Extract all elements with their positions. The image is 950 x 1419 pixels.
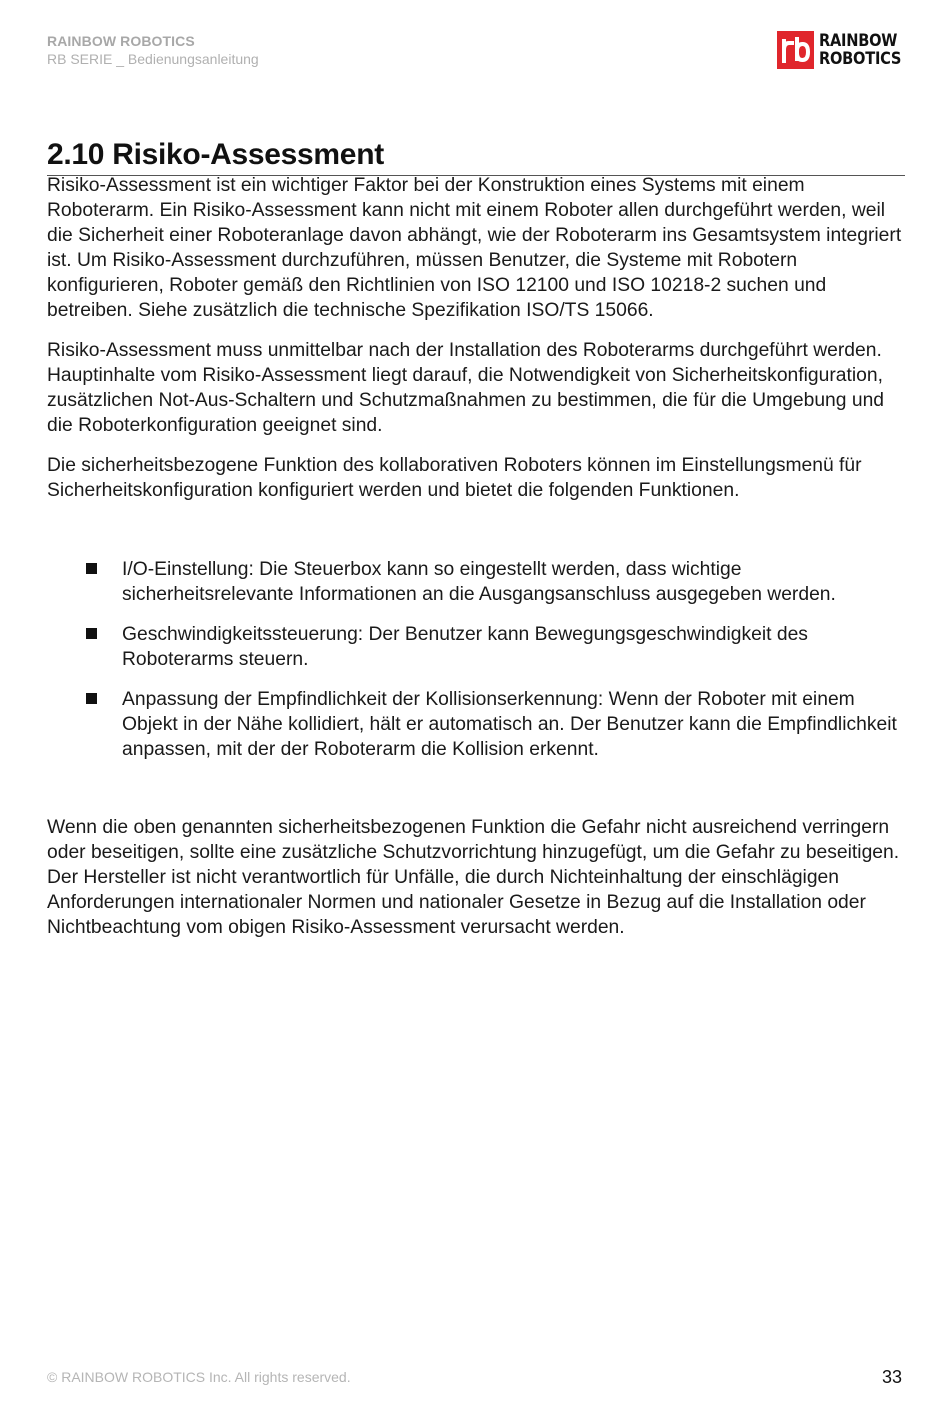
list-item	[84, 622, 914, 672]
square-bullet-icon	[86, 628, 97, 639]
document-header	[47, 33, 259, 68]
list-item-text: Anpassung der Empfindlichkeit der Kollisionserkennung: Wenn der Roboter mit einem Objekt in der Nähe kollidiert, hält er automatisch an. Der Benutzer kann die Empfindlichkeit anpassen, mit der der Roboterarm die Kollision erkennt.	[122, 689, 897, 760]
closing-paragraph-block	[47, 815, 909, 955]
logo-wordmark	[819, 32, 901, 68]
list-item-text: Geschwindigkeitssteuerung: Der Benutzer kann Bewegungsgeschwindigkeit des Roboterarms steuern.	[122, 624, 808, 670]
paragraph: Risiko-Assessment muss unmittelbar nach der Installation des Roboterarms durchgeführt werden. Hauptinhalte vom Risiko-Assessment liegt darauf, die Notwendigkeit von Sicherheitskonfiguration, zusätzlichen Not-Aus-Schaltern und Schutzmaßnahmen zu bestimmen, die für die Umgebung und die Roboterkonfiguration geeignet sind.	[47, 340, 885, 436]
logo-line-2: ROBOTICS	[819, 49, 902, 69]
section-title: 2.10 Risiko-Assessment	[47, 137, 905, 176]
square-bullet-icon	[86, 693, 97, 704]
list-item-text: I/O-Einstellung: Die Steuerbox kann so eingestellt werden, dass wichtige sicherheitsrelevante Informationen an die Ausgangsanschluss ausgegeben werden.	[122, 559, 836, 605]
intro-paragraphs	[47, 173, 909, 518]
page-number: 33	[881, 1367, 902, 1387]
header-manual-title: RB SERIE _ Bedienungsanleitung	[47, 51, 259, 67]
footer-copyright: © RAINBOW ROBOTICS Inc. All rights reserved.	[47, 1369, 351, 1385]
header-company-name: RAINBOW ROBOTICS	[47, 33, 195, 49]
list-item	[84, 557, 914, 607]
logo-line-1: RAINBOW	[819, 31, 898, 51]
rb-logo-icon	[777, 31, 814, 69]
list-item	[84, 687, 914, 762]
rainbow-robotics-logo	[777, 31, 915, 69]
square-bullet-icon	[86, 563, 97, 574]
paragraph: Risiko-Assessment ist ein wichtiger Faktor bei der Konstruktion eines Systems mit einem Roboterarm. Ein Risiko-Assessment kann nicht mit einem Roboter allen durchgeführt werden, weil die Sicherheit einer Roboteranlage davon abhängt, wie der Roboterarm ins Gesamtsystem integriert ist. Um Risiko-Assessment durchzuführen, müssen Benutzer, die Systeme mit Robotern konfigurieren, Roboter gemäß den Richtlinien von ISO 12100 und ISO 10218-2 suchen und betreiben. Siehe zusätzlich die technische Spezifikation ISO/TS 15066.	[47, 175, 902, 321]
paragraph: Die sicherheitsbezogene Funktion des kollaborativen Roboters können im Einstellungsmenü für Sicherheitskonfiguration konfiguriert werden und bietet die folgenden Funktionen.	[47, 455, 862, 501]
safety-function-list	[84, 557, 914, 777]
paragraph: Wenn die oben genannten sicherheitsbezogenen Funktion die Gefahr nicht ausreichend verringern oder beseitigen, sollte eine zusätzliche Schutzvorrichtung hinzugefügt, um die Gefahr zu beseitigen. Der Hersteller ist nicht verantwortlich für Unfälle, die durch Nichteinhaltung der einschlägigen Anforderungen internationaler Normen und nationaler Gesetze in Bezug auf die Installation oder Nichtbeachtung vom obigen Risiko-Assessment verursacht werden.	[47, 817, 900, 938]
